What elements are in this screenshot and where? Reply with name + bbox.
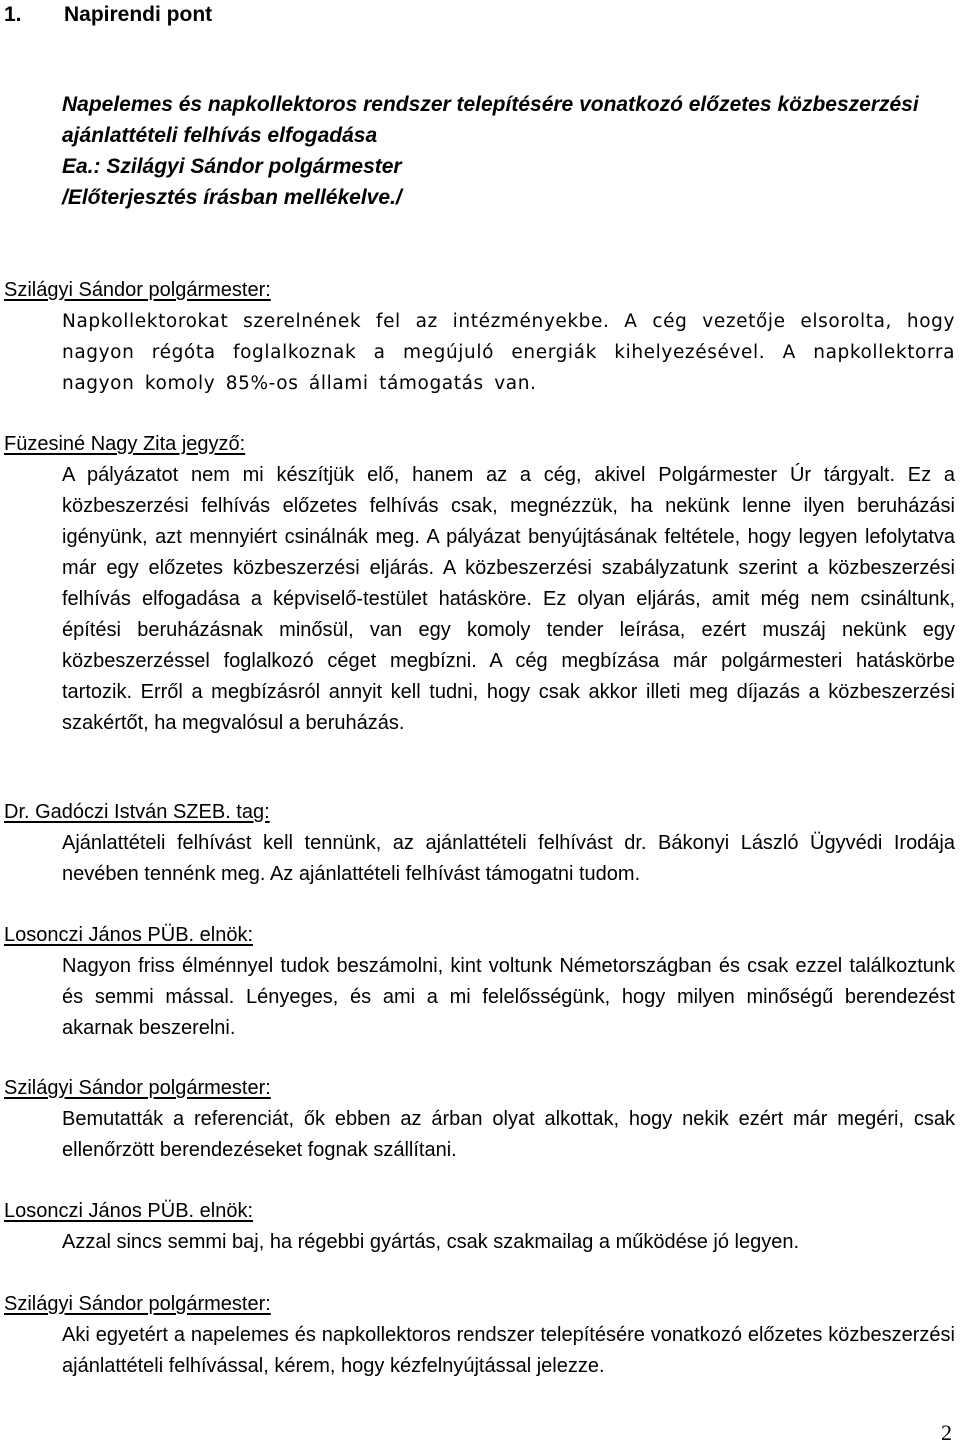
- speaker-name: Szilágyi Sándor polgármester:: [4, 1077, 271, 1099]
- speech-text: Napkollektorokat szerelnének fel az intézményekbe. A cég vezetője elsorolta, hogy nagyon régóta foglalkoznak a megújuló energiák kihelyezésével. A napkollektorra nagyon komoly 85%-os állami támogatás van.: [62, 311, 955, 394]
- speech-entry: [4, 429, 955, 739]
- speech-text: Ajánlattételi felhívást kell tennünk, az ajánlattételi felhívást dr. Bákonyi László Ügyvédi Irodája nevében tennénk meg. Az ajánlattételi felhívást támogatni tudom.: [62, 832, 955, 885]
- speaker-name: Füzesiné Nagy Zita jegyző:: [4, 433, 246, 455]
- agenda-number: 1.: [4, 3, 22, 26]
- agenda-item-title-line-1: Napelemes és napkollektoros rendszer telepítésére vonatkozó előzetes közbeszerzési: [62, 93, 919, 116]
- agenda-item-attachment-note: /Előterjesztés írásban mellékelve./: [62, 186, 402, 209]
- agenda-item-block: [62, 89, 954, 213]
- speaker-name: Losonczi János PÜB. elnök:: [4, 1200, 254, 1222]
- speech-text: Azzal sincs semmi baj, ha régebbi gyártás, csak szakmailag a működése jó legyen.: [62, 1231, 800, 1253]
- page-number: 2: [941, 1420, 952, 1445]
- agenda-item-title-line-2: ajánlattételi felhívás elfogadása: [62, 124, 378, 147]
- speech-entry: [4, 797, 955, 890]
- speech-text: Bemutatták a referenciát, ők ebben az árban olyat alkottak, hogy nekik ezért már megéri, csak ellenőrzött berendezéseket fognak szállítani.: [62, 1108, 955, 1161]
- speech-text: Aki egyetért a napelemes és napkollektoros rendszer telepítésére vonatkozó előzetes közbeszerzési ajánlattételi felhívással, kérem, hogy kézfelnyújtással jelezze.: [62, 1324, 955, 1377]
- speech-entry: [4, 275, 955, 399]
- speaker-name: Dr. Gadóczi István SZEB. tag:: [4, 801, 270, 823]
- speaker-name: Szilágyi Sándor polgármester:: [4, 1293, 271, 1315]
- speech-entry: [4, 1073, 955, 1166]
- agenda-heading-title: Napirendi pont: [64, 3, 213, 26]
- speech-text: Nagyon friss élménnyel tudok beszámolni, kint voltunk Németországban és csak ezzel találkoztunk és semmi mással. Lényeges, és ami a mi felelősségünk, hogy milyen minőségű berendezést akarnak beszerelni.: [62, 955, 955, 1039]
- speaker-name: Szilágyi Sándor polgármester:: [4, 279, 271, 301]
- speech-text: A pályázatot nem mi készítjük elő, hanem az a cég, akivel Polgármester Úr tárgyalt. Ez a közbeszerzési felhívás előzetes felhívás csak, megnézzük, ha nekünk lenne ilyen beruházási igényünk, azt mennyiért csinálnák meg. A pályázat benyújtásának feltétele, hogy legyen lefolytatva már egy előzetes közbeszerzési eljárás. A közbeszerzési szabályzatunk szerint a közbeszerzési felhívás elfogadása a képviselő-testület hatásköre. Ez olyan eljárás, amit még nem csináltunk, építési beruházásnak minősül, van egy komoly tender leírása, ezért muszáj nekünk egy közbeszerzéssel foglalkozó céget megbízni. A cég megbízása már polgármesteri hatáskörbe tartozik. Erről a megbízásról annyit kell tudni, hogy csak akkor illeti meg díjazás a közbeszerzési szakértőt, ha megvalósul a beruházás.: [62, 464, 955, 734]
- agenda-heading: [4, 2, 212, 28]
- speech-entry: [4, 1289, 955, 1382]
- agenda-item-presenter: Ea.: Szilágyi Sándor polgármester: [62, 155, 402, 178]
- speaker-name: Losonczi János PÜB. elnök:: [4, 924, 254, 946]
- speech-entry: [4, 1196, 955, 1258]
- speech-entry: [4, 920, 955, 1044]
